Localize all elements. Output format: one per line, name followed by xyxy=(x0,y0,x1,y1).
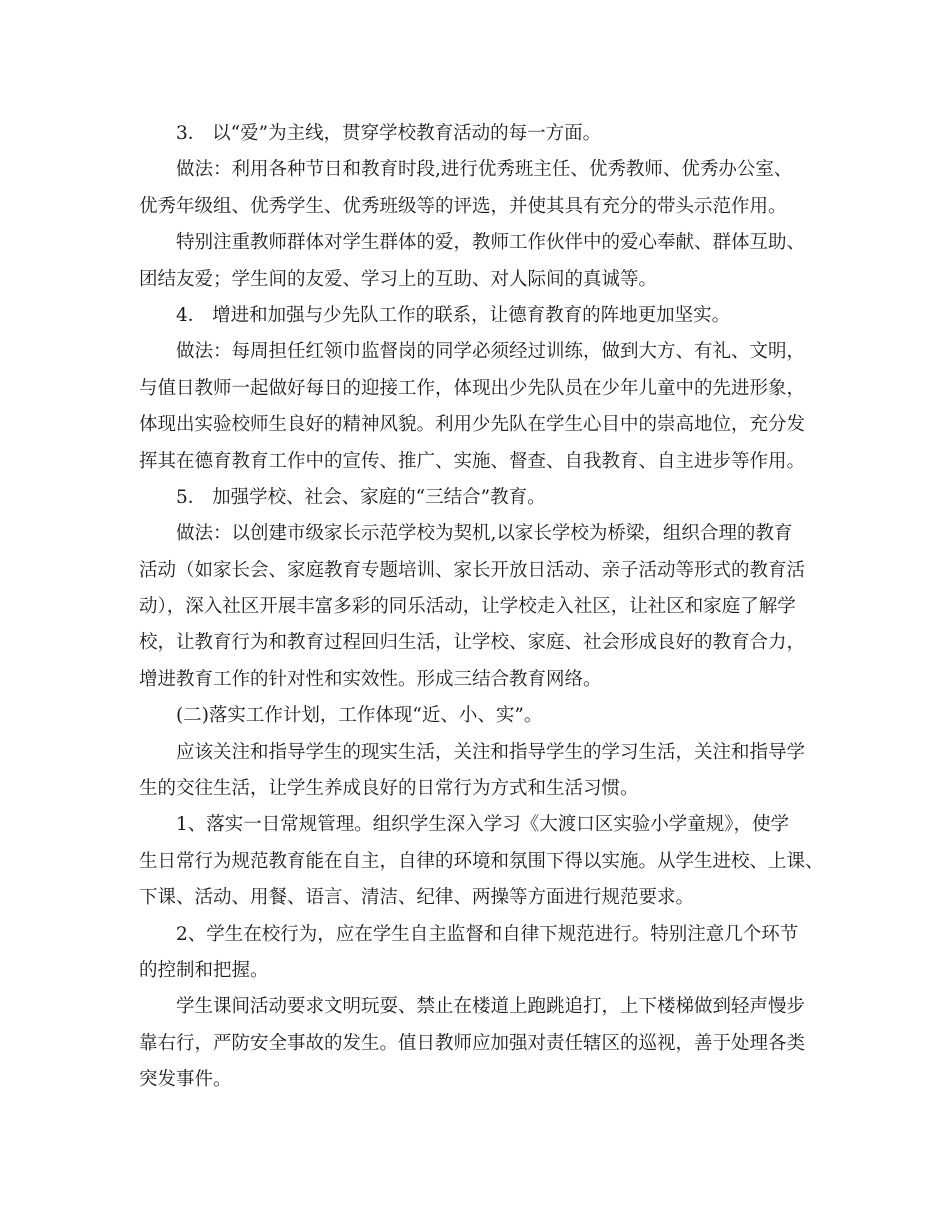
text-line: 1、落实一日常规管理。组织学生深入学习《大渡口区实验小学童规》，使学 xyxy=(176,814,790,836)
text-line: 校，让教育行为和教育过程回归生活，让学校、家庭、社会形成良好的教育合力， xyxy=(139,632,806,654)
text-line: 突发事件。 xyxy=(139,1069,232,1091)
text-line: 体现出实验校师生良好的精神风貌。利用少先队在学生心目中的崇高地位，充分发 xyxy=(139,414,806,436)
text-line: 应该关注和指导学生的现实生活，关注和指导学生的学习生活，关注和指导学 xyxy=(176,741,806,763)
text-line: 下课、活动、用餐、语言、清洁、纪律、两操等方面进行规范要求。 xyxy=(139,887,695,909)
text-line: (二)落实工作计划，工作体现“近、小、实”。 xyxy=(176,705,543,727)
text-line: 2、学生在校行为，应在学生自主监督和自律下规范进行。特别注意几个环节 xyxy=(176,923,799,945)
text-line: 做法：每周担任红领巾监督岗的同学必须经过训练，做到大方、有礼、文明， xyxy=(176,341,806,363)
text-line: 5． 加强学校、社会、家庭的“三结合”教育。 xyxy=(176,486,546,508)
text-line: 优秀年级组、优秀学生、优秀班级等的评选，并使其具有充分的带头示范作用。 xyxy=(139,195,787,217)
text-line: 团结友爱；学生间的友爱、学习上的互助、对人际间的真诚等。 xyxy=(139,268,658,290)
text-line: 学生课间活动要求文明玩耍、禁止在楼道上跑跳追打，上下楼梯做到轻声慢步 xyxy=(176,996,806,1018)
text-line: 做法：利用各种节日和教育时段,进行优秀班主任、优秀教师、优秀办公室、 xyxy=(176,159,793,181)
text-line: 的控制和把握。 xyxy=(139,959,269,981)
text-line: 4． 增进和加强与少先队工作的联系，让德育教育的阵地更加坚实。 xyxy=(176,304,731,326)
text-line: 活动（如家长会、家庭教育专题培训、家长开放日活动、亲子活动等形式的教育活 xyxy=(139,559,806,581)
text-line: 3． 以“爱”为主线，贯穿学校教育活动的每一方面。 xyxy=(176,123,602,144)
text-line: 与值日教师一起做好每日的迎接工作，体现出少先队员在少年儿童中的先进形象， xyxy=(139,377,806,399)
text-line: 挥其在德育教育工作中的宣传、推广、实施、督查、自我教育、自主进步等作用。 xyxy=(139,450,806,472)
text-line: 特别注重教师群体对学生群体的爱，教师工作伙伴中的爱心奉献、群体互助、 xyxy=(176,232,806,254)
text-line: 动），深入社区开展丰富多彩的同乐活动，让学校走入社区，让社区和家庭了解学 xyxy=(139,596,796,618)
document-page xyxy=(139,116,829,1099)
text-line: 生的交往生活，让学生养成良好的日常行为方式和生活习惯。 xyxy=(139,778,639,800)
text-line: 生日常行为规范教育能在自主，自律的环境和氛围下得以实施。从学生进校、上课、 xyxy=(139,850,824,872)
text-line: 做法：以创建市级家长示范学校为契机,以家长学校为桥梁，组织合理的教育 xyxy=(176,523,793,545)
text-line: 靠右行，严防安全事故的发生。值日教师应加强对责任辖区的巡视，善于处理各类 xyxy=(139,1032,806,1054)
text-line: 增进教育工作的针对性和实效性。形成三结合教育网络。 xyxy=(139,668,602,690)
